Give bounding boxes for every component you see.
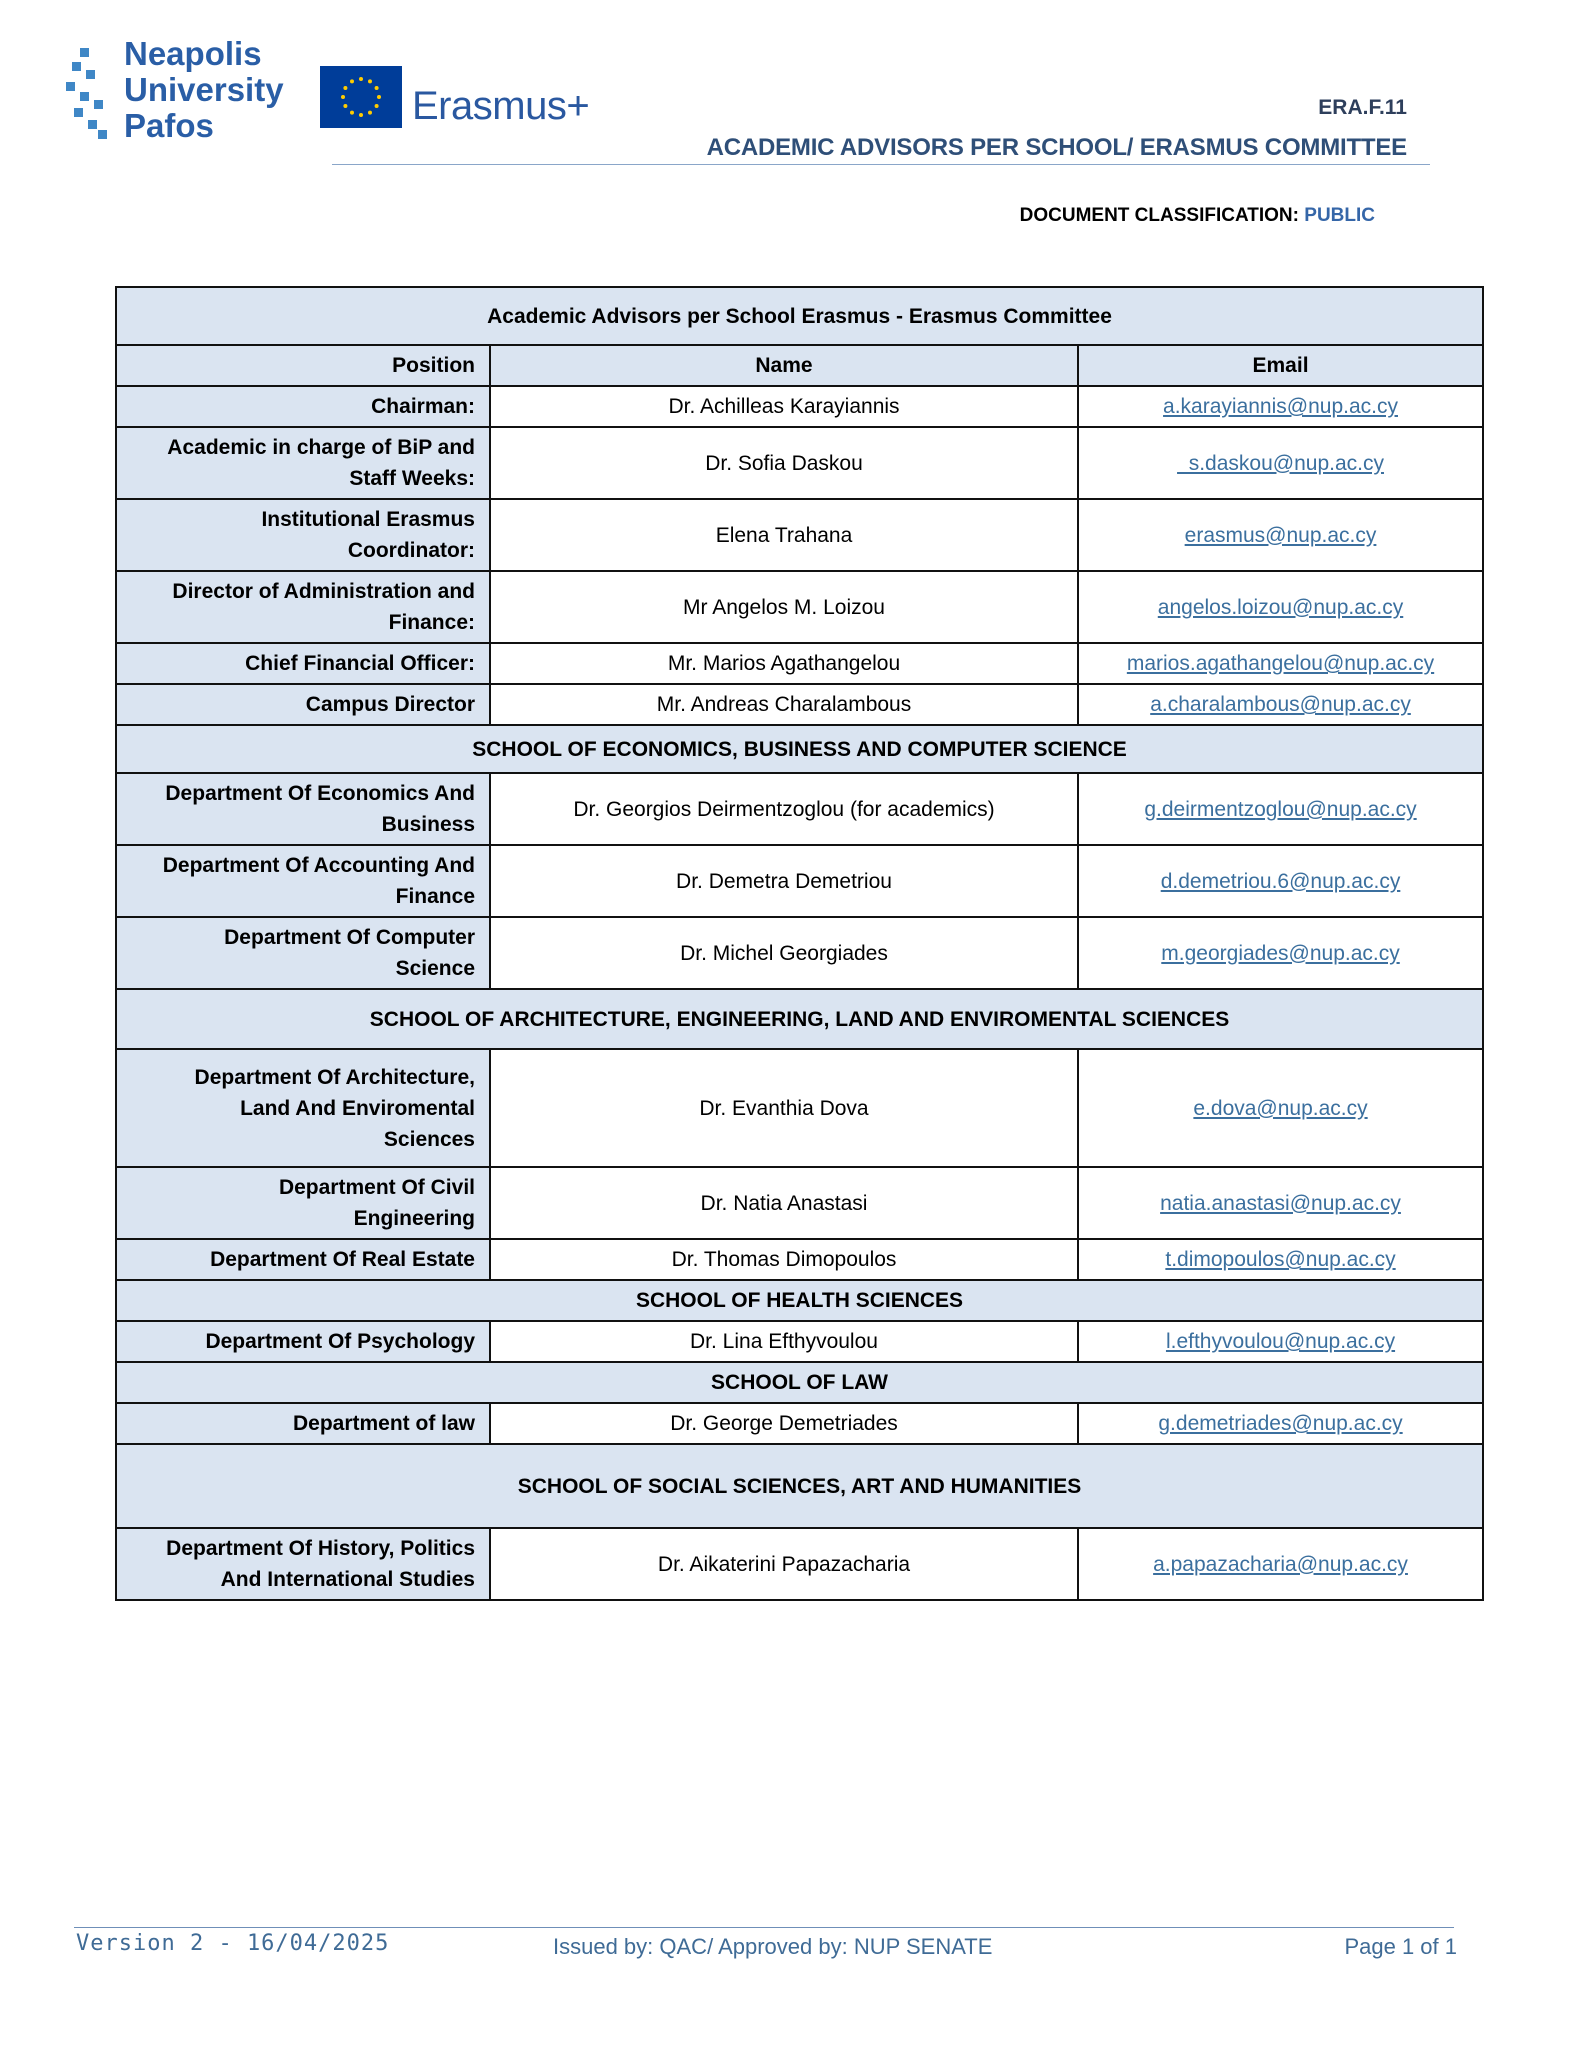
email-link[interactable]: a.papazacharia@nup.ac.cy — [1153, 1552, 1408, 1576]
footer-page-number: Page 1 of 1 — [1344, 1934, 1457, 1959]
position-cell: Department Of Civil Engineering — [116, 1167, 490, 1239]
erasmus-plus-logo — [320, 66, 600, 130]
name-cell: Dr. Demetra Demetriou — [490, 845, 1078, 917]
email-cell — [1078, 1528, 1483, 1600]
email-link[interactable]: marios.agathangelou@nup.ac.cy — [1126, 652, 1435, 675]
footer-issued: Issued by: QAC/ Approved by: NUP SENATE — [553, 1934, 993, 1959]
email-cell — [1078, 1239, 1483, 1280]
school-header-row — [116, 1444, 1483, 1528]
name-cell: Mr Angelos M. Loizou — [490, 571, 1078, 643]
school-header-row — [116, 725, 1483, 773]
email-cell — [1078, 1403, 1483, 1444]
name-cell: Dr. Sofia Daskou — [490, 427, 1078, 499]
position-cell: Department Of History, Politics And International Studies — [116, 1528, 490, 1600]
name-cell: Dr. Achilleas Karayiannis — [490, 386, 1078, 427]
name-cell: Dr. George Demetriades — [490, 1403, 1078, 1444]
name-cell: Dr. Thomas Dimopoulos — [490, 1239, 1078, 1280]
document-classification — [1020, 205, 1375, 227]
email-cell — [1078, 684, 1483, 725]
name-cell: Dr. Aikaterini Papazacharia — [490, 1528, 1078, 1600]
school-title: SCHOOL OF ARCHITECTURE, ENGINEERING, LAND AND ENVIROMENTAL SCIENCES — [116, 989, 1483, 1049]
school-header-row — [116, 989, 1483, 1049]
name-cell: Dr. Natia Anastasi — [490, 1167, 1078, 1239]
table-row — [116, 1403, 1483, 1444]
classification-value: PUBLIC — [1304, 205, 1375, 226]
email-cell — [1078, 845, 1483, 917]
email-cell — [1078, 386, 1483, 427]
email-link[interactable]: e.dova@nup.ac.cy — [1193, 1096, 1368, 1120]
table-caption-row — [116, 287, 1483, 345]
email-link[interactable]: erasmus@nup.ac.cy — [1184, 523, 1377, 547]
name-cell: Mr. Andreas Charalambous — [490, 684, 1078, 725]
position-cell: Institutional Erasmus Coordinator: — [116, 499, 490, 571]
name-cell: Dr. Georgios Deirmentzoglou (for academics) — [490, 773, 1078, 845]
title-divider — [332, 164, 1430, 165]
logo-wordmark — [124, 36, 284, 144]
email-cell — [1078, 773, 1483, 845]
column-header-position: Position — [116, 345, 490, 386]
position-cell: Department Of Architecture, Land And Enviromental Sciences — [116, 1049, 490, 1167]
eu-flag-icon — [320, 66, 402, 128]
erasmus-wordmark: Erasmus+ — [412, 84, 590, 128]
table-row — [116, 427, 1483, 499]
school-title: SCHOOL OF SOCIAL SCIENCES, ART AND HUMANITIES — [116, 1444, 1483, 1528]
position-cell: Chief Financial Officer: — [116, 643, 490, 684]
position-cell: Department Of Accounting And Finance — [116, 845, 490, 917]
column-header-email: Email — [1078, 345, 1483, 386]
table-row — [116, 1167, 1483, 1239]
email-cell — [1078, 1049, 1483, 1167]
table-row — [116, 499, 1483, 571]
table-row — [116, 1239, 1483, 1280]
footer-divider — [74, 1927, 1454, 1928]
position-cell: Director of Administration and Finance: — [116, 571, 490, 643]
position-cell: Department Of Real Estate — [116, 1239, 490, 1280]
email-cell — [1078, 427, 1483, 499]
email-cell — [1078, 1321, 1483, 1362]
email-cell — [1078, 571, 1483, 643]
position-cell: Chairman: — [116, 386, 490, 427]
neapolis-university-logo — [66, 36, 306, 146]
table-row — [116, 1321, 1483, 1362]
table-row — [116, 845, 1483, 917]
position-cell: Department Of Psychology — [116, 1321, 490, 1362]
email-cell — [1078, 643, 1483, 684]
email-link[interactable]: t.dimopoulos@nup.ac.cy — [1165, 1248, 1396, 1271]
column-header-row — [116, 345, 1483, 386]
position-cell: Academic in charge of BiP and Staff Weeks: — [116, 427, 490, 499]
column-header-name: Name — [490, 345, 1078, 386]
school-header-row — [116, 1280, 1483, 1321]
table-row — [116, 643, 1483, 684]
email-link[interactable]: g.deirmentzoglou@nup.ac.cy — [1144, 797, 1417, 821]
name-cell: Dr. Evanthia Dova — [490, 1049, 1078, 1167]
email-link[interactable]: a.charalambous@nup.ac.cy — [1150, 693, 1411, 716]
email-cell — [1078, 917, 1483, 989]
school-title: SCHOOL OF ECONOMICS, BUSINESS AND COMPUTER SCIENCE — [116, 725, 1483, 773]
school-header-row — [116, 1362, 1483, 1403]
email-link[interactable]: d.demetriou.6@nup.ac.cy — [1160, 869, 1401, 893]
logo-squares-icon — [66, 48, 114, 138]
school-title: SCHOOL OF LAW — [116, 1362, 1483, 1403]
table-row — [116, 773, 1483, 845]
logo-line: Neapolis — [124, 35, 262, 72]
email-cell — [1078, 1167, 1483, 1239]
logo-line: University — [124, 71, 284, 108]
email-link[interactable]: angelos.loizou@nup.ac.cy — [1157, 595, 1404, 619]
table-caption: Academic Advisors per School Erasmus - Erasmus Committee — [116, 287, 1483, 345]
name-cell: Dr. Michel Georgiades — [490, 917, 1078, 989]
table-row — [116, 917, 1483, 989]
email-link[interactable]: a.karayiannis@nup.ac.cy — [1163, 395, 1398, 418]
name-cell: Elena Trahana — [490, 499, 1078, 571]
logo-line: Pafos — [124, 107, 214, 144]
table-row — [116, 571, 1483, 643]
email-link[interactable]: g.demetriades@nup.ac.cy — [1158, 1412, 1403, 1435]
position-cell: Campus Director — [116, 684, 490, 725]
document-title: ACADEMIC ADVISORS PER SCHOOL/ ERASMUS COMMITTEE — [706, 134, 1407, 161]
table-row — [116, 684, 1483, 725]
document-code: ERA.F.11 — [1318, 96, 1407, 119]
name-cell: Mr. Marios Agathangelou — [490, 643, 1078, 684]
classification-label: DOCUMENT CLASSIFICATION: — [1019, 205, 1299, 226]
name-cell: Dr. Lina Efthyvoulou — [490, 1321, 1078, 1362]
email-link[interactable]: natia.anastasi@nup.ac.cy — [1160, 1191, 1401, 1215]
school-title: SCHOOL OF HEALTH SCIENCES — [116, 1280, 1483, 1321]
footer-version: Version 2 - 16/04/2025 — [76, 1931, 390, 1956]
advisors-table — [115, 286, 1484, 1601]
position-cell: Department Of Economics And Business — [116, 773, 490, 845]
email-link[interactable]: m.georgiades@nup.ac.cy — [1161, 941, 1400, 965]
email-cell — [1078, 499, 1483, 571]
table-row — [116, 1528, 1483, 1600]
position-cell: Department of law — [116, 1403, 490, 1444]
table-row — [116, 386, 1483, 427]
position-cell: Department Of Computer Science — [116, 917, 490, 989]
email-link[interactable]: s.daskou@nup.ac.cy — [1177, 451, 1384, 475]
table-row — [116, 1049, 1483, 1167]
email-link[interactable]: l.efthyvoulou@nup.ac.cy — [1165, 1330, 1396, 1353]
